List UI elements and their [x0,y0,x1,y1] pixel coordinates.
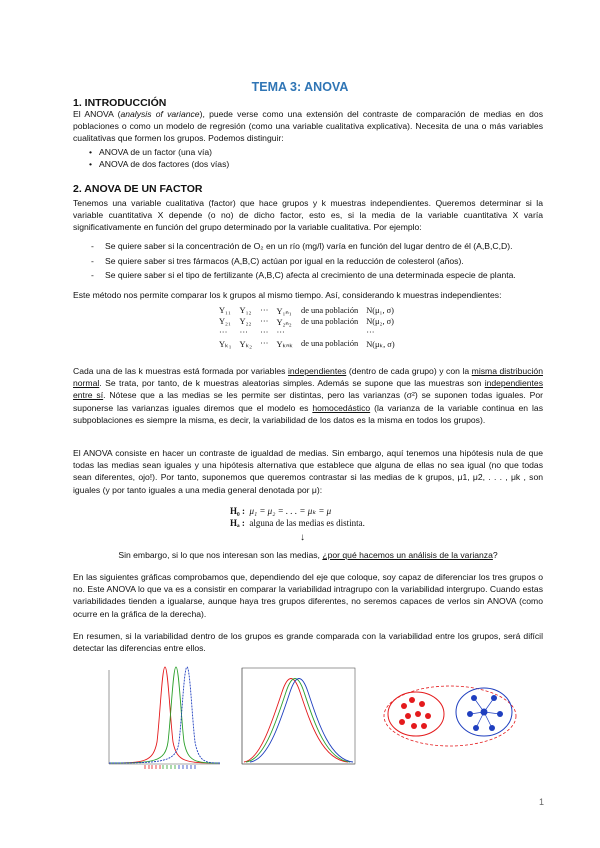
separated-groups-plot [95,662,225,780]
down-arrow: ↓ [300,532,305,543]
question-line: Sin embargo, si lo que nos interesan son las medias, ¿por qué hacemos un análisis de la varianza? [118,550,498,560]
table-row: Yₖ₁ Yₖ₂ ··· Yₖₙₖ de una población N(μₖ, σ) [219,339,395,349]
examples-list [73,239,543,283]
curve-green [246,679,350,763]
summary-paragraph: En resumen, si la variabilidad dentro de los grupos es grande comparada con la variabilidad entre los grupos, será difícil detectar las diferencias entre ellos. [73,631,543,654]
table-row: ··· ··· ··· ··· ··· [219,328,375,337]
list-item: • ANOVA de un factor (una vía) [73,146,533,158]
intro-paragraph: El ANOVA (analysis of variance), puede verse como una extensión del contraste de comparación de medias en dos poblaciones o como un modelo de regresión (como una variable cualitativa explicativa). Necesita de una o más variables cualitativas que formen los grupos. Podemos distinguir: [73,109,543,144]
graphs-paragraph: En las siguientes gráficas comprobamos que, dependiendo del eje que coloque, soy capaz de diferenciar los tres grupos o no. Este ANOVA lo que va es a consistir en comparar la variabilidad intragrupo con la variabilidad intergrupo. Cuando estas variabilidades tienden a igualarse, aunque haya tres grupos diferentes, no seremos capaces de verlos sin ANOVA (como ocurre en la gráfica de la derecha). [73,572,543,619]
curve-blue [109,667,220,763]
h0-line: H₀ : μ₁ = μ₂ = . . . = μₖ = μ [230,506,332,516]
hypotheses-block [230,505,365,529]
curve-blue [250,679,353,763]
curve-red [109,667,220,763]
overlapping-groups-plot [230,662,360,780]
ha-line: Hₐ : alguna de las medias es distinta. [230,518,365,528]
group-clusters-diagram [378,670,520,768]
outer-ellipse [384,686,516,746]
curve-green [109,667,220,763]
table-row: Y₁₁ Y₁₂ ··· Y₁ₙ₁ de una población N(μ₁, σ) [219,306,394,316]
page-title: TEMA 3: ANOVA [251,80,349,94]
method-paragraph: Este método nos permite comparar los k grupos al mismo tiempo. Así, considerando k muestras independientes: [73,290,502,300]
section-1-heading: 1. INTRODUCCIÓN [73,97,167,109]
hypothesis-paragraph: El ANOVA consiste en hacer un contraste de igualdad de medias. Sin embargo, aquí tenemos una hipótesis nula de que todas las medias sean iguales y una hipótesis alternativa que establece que alguna de ellas no sea igual (no que todas sean diferentes, ojo!). Por tanto, suponemos que queremos contrastar si las medias de k grupos, μ1, μ2, . . . , μk , son iguales (y por tanto iguales a una media general denotada por μ): [73,448,543,495]
anova-types-list [73,146,533,170]
list-item: - Se quiere saber si la concentración de O₂ en un río (mg/l) varía en función del lugar dentro de él (A,B,C,D). [73,239,543,254]
curve-red [244,679,348,763]
section-2-intro: Tenemos una variable cualitativa (factor) que hace grupos y k muestras independientes. Queremos determinar si la variable cuantitativa X depende (o no) de dicho factor, esto es, si la media de la variable cuantitativa X varía significativamente en función del grupo determinado por la variable cualitativa. Por ejemplo: [73,198,543,233]
samples-table [215,305,399,349]
list-item: - Se quiere saber si el tipo de fertilizante (A,B,C) afecta al crecimiento de una determinada especie de planta. [73,268,543,283]
list-item: • ANOVA de dos factores (dos vías) [73,158,533,170]
page-number: 1 [538,797,544,807]
table-row: Y₂₁ Y₂₂ ··· Y₂ₙ₂ de una población N(μ₂, σ) [219,317,394,327]
section-2-heading: 2. ANOVA DE UN FACTOR [73,183,203,195]
list-item: - Se quiere saber si tres fármacos (A,B,C) actúan por igual en la reducción de colesterol (años). [73,254,543,269]
assumptions-paragraph: Cada una de las k muestras está formada por variables independientes (dentro de cada grupo) y con la misma distribución normal. Se trata, por tanto, de k muestras aleatorias simples. Además se supone que las muestras son independientes entre sí. Nótese que a las medias se les permite ser distintas, pero las varianzas (σ²) se suponen todas iguales. Por suponerse las varianzas iguales diremos que el modelo es homocedástico (la varianza de la variable continua en las subpoblaciones es siempre la misma, es decir, la variabilidad de los datos es la misma en todos los grupos). [73,366,543,425]
